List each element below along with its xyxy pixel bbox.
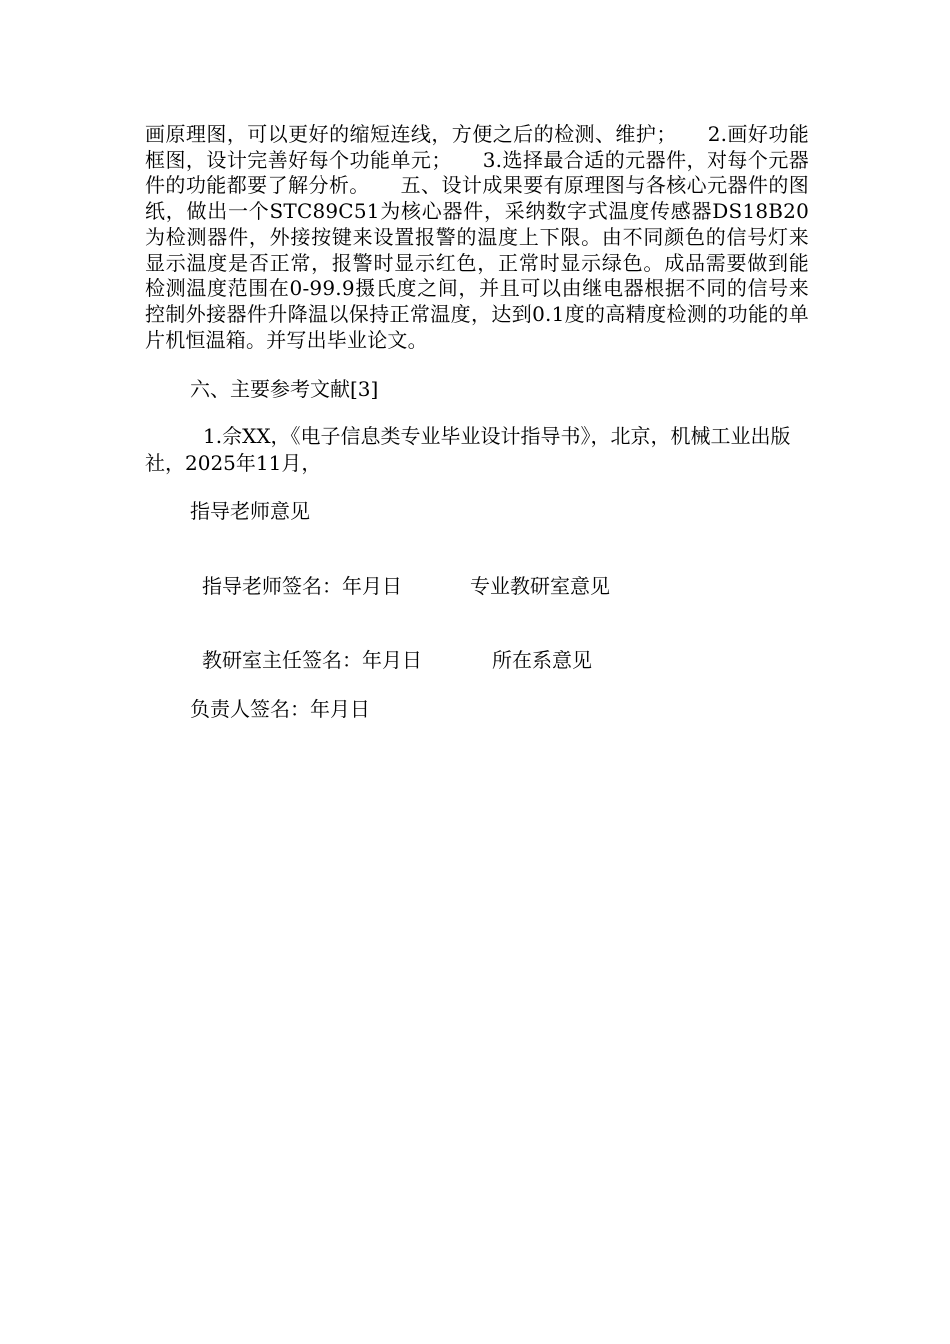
responsible-signature-label: 负责人签名：年月日	[190, 697, 370, 721]
advisor-opinion-label: 指导老师意见	[190, 499, 310, 523]
reference-item: 1.佘XX，《电子信息类专业毕业设计指导书》，北京，机械工业出版社，2025年11月，	[145, 424, 791, 475]
faculty-opinion-label: 所在系意见	[492, 648, 592, 672]
dept-opinion-label: 专业教研室意见	[470, 574, 610, 598]
dept-head-signature-label: 教研室主任签名：年月日	[202, 648, 422, 672]
body-paragraph: 画原理图，可以更好的缩短连线，方便之后的检测、维护； 2.画好功能框图，设计完善好每个功能单元； 3.选择最合适的元器件，对每个元器件的功能都要了解分析。 五、设计成果要有原理图与各核心元器件的图纸，做出一个STC89C51为核心器件，采纳数字式温度传感器DS18B20为检测器件，外接按键来设置报警的温度上下限。由不同颜色的信号灯来显示温度是否正常，报警时显示红色，正常时显示绿色。成品需要做到能检测温度范围在0-99.9摄氏度之间，并且可以由继电器根据不同的信号来控制外接器件升降温以保持正常温度，达到0.1度的高精度检测的功能的单片机恒温箱。并写出毕业论文。	[145, 122, 809, 352]
advisor-signature-label: 指导老师签名：年月日	[202, 574, 402, 598]
section-heading-references: 六、主要参考文献[3]	[190, 377, 379, 401]
